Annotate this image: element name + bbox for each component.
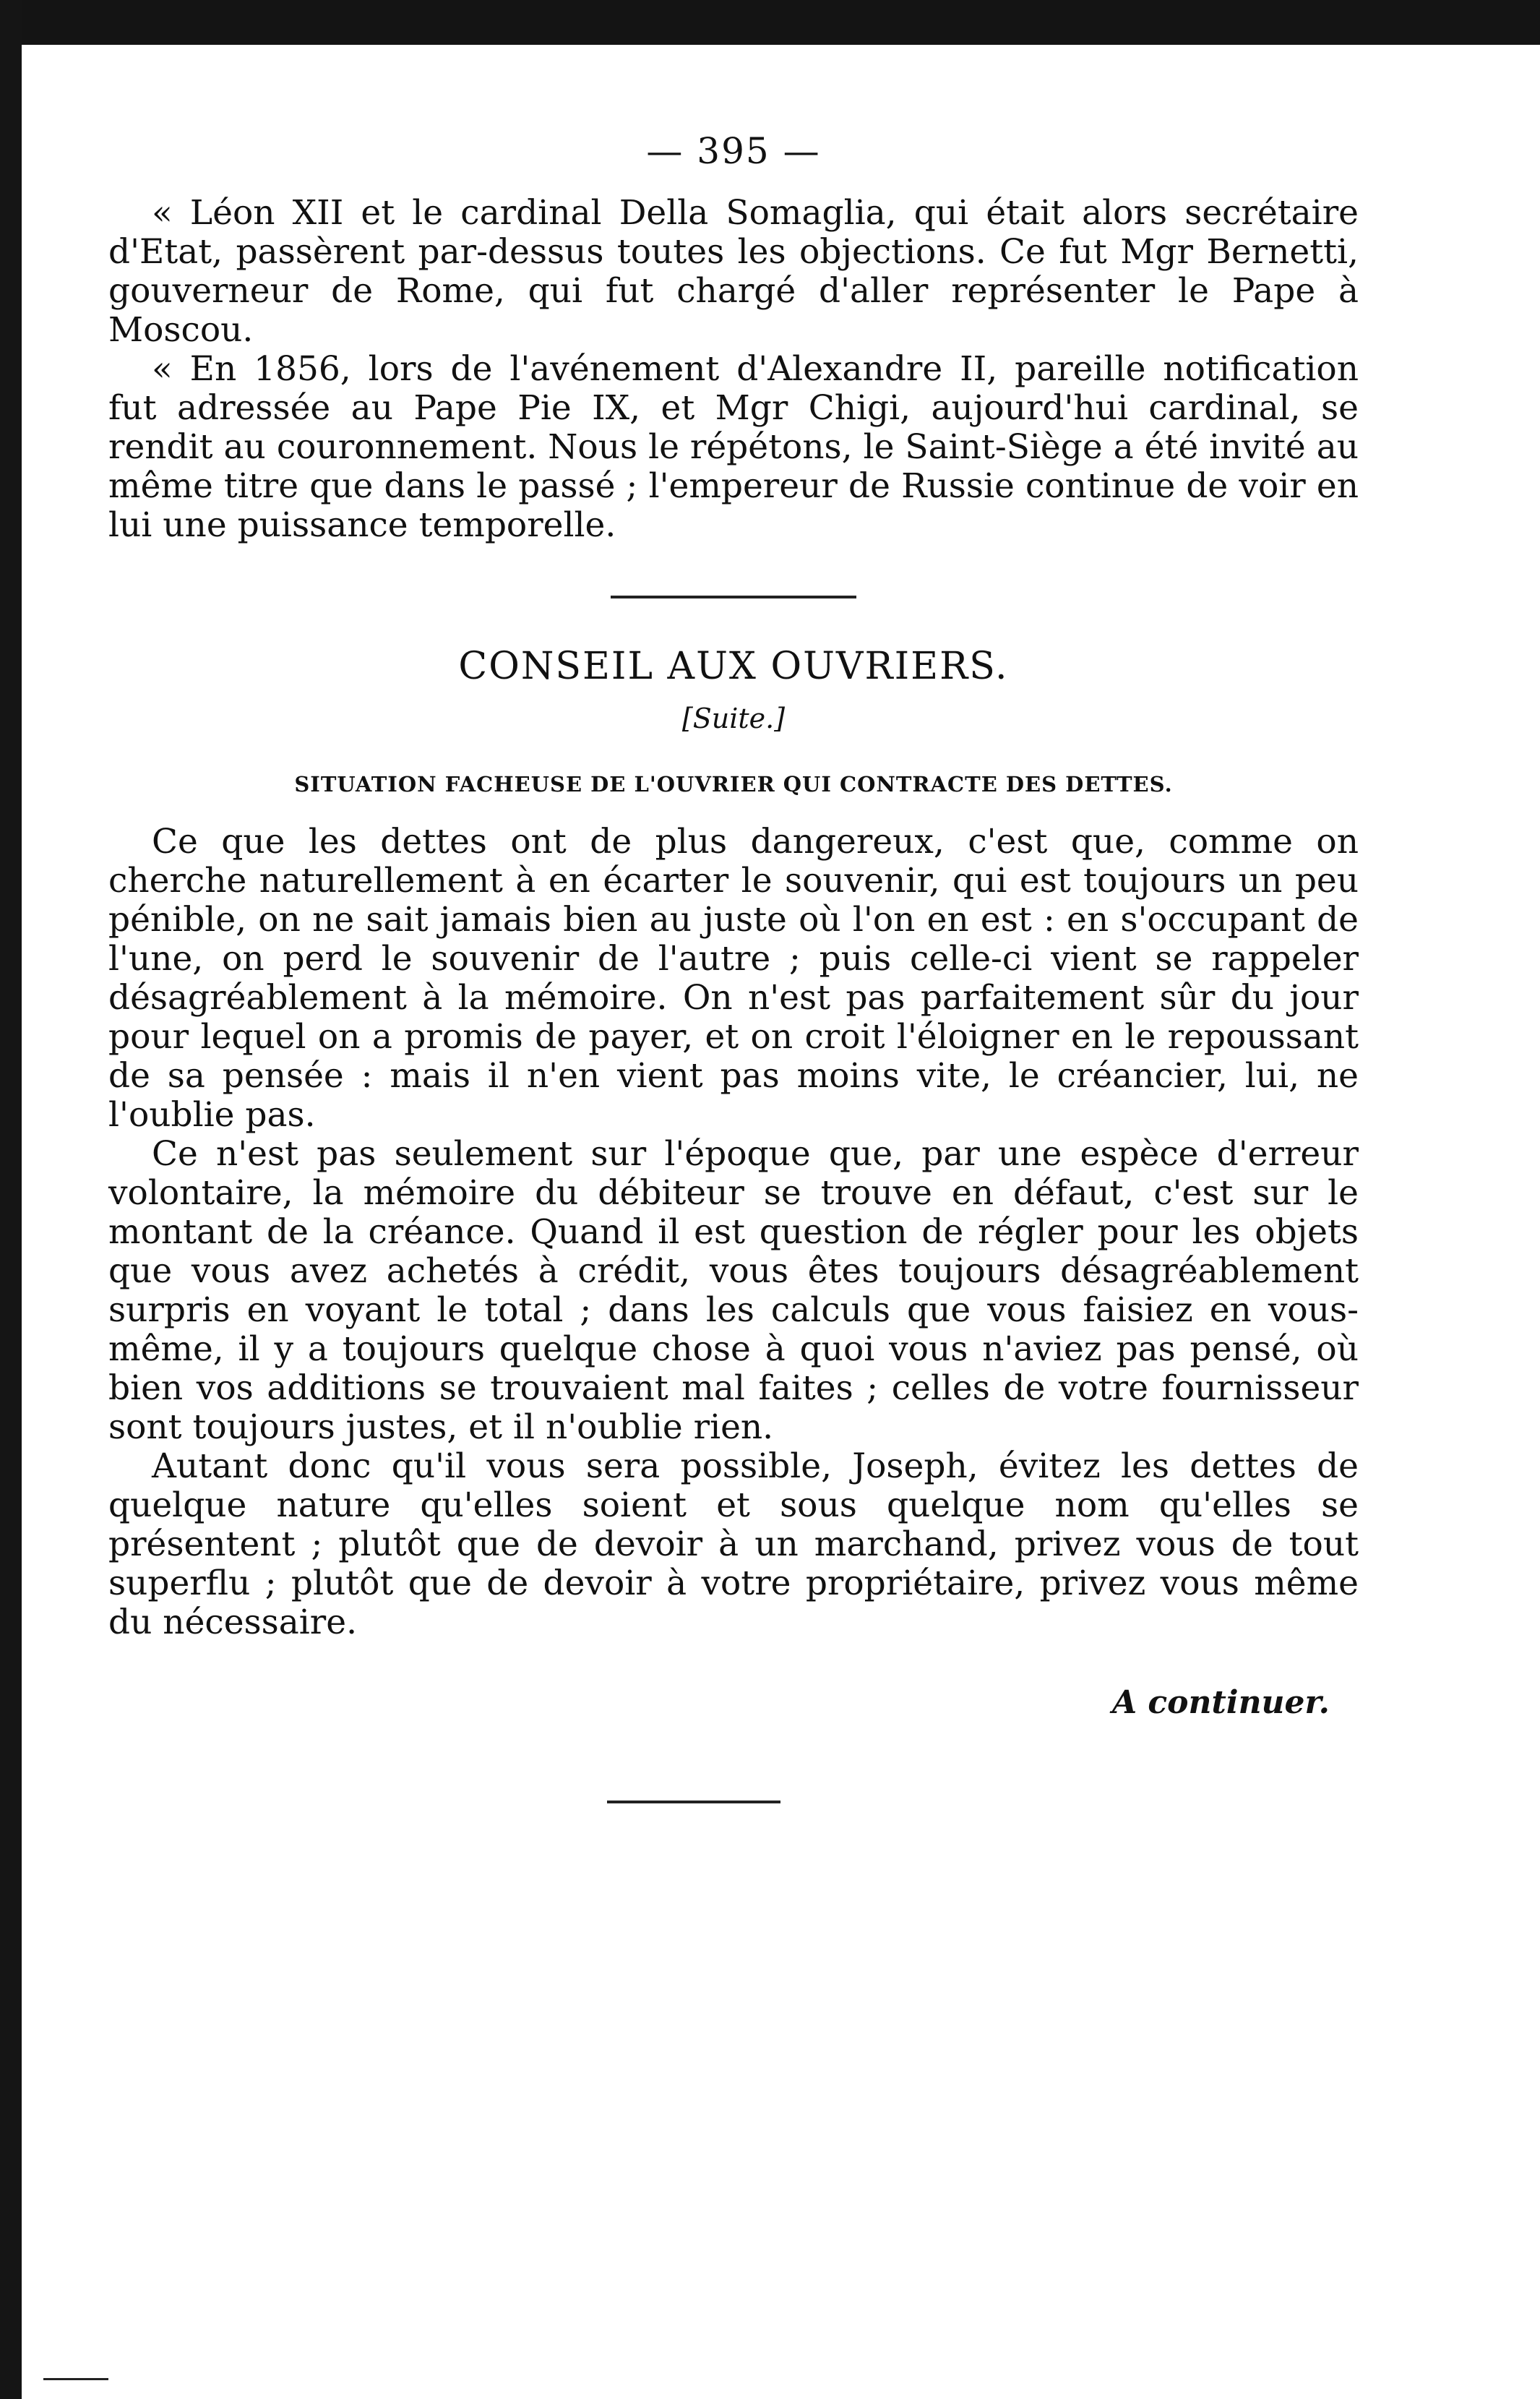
- section-subheading: SITUATION FACHEUSE DE L'OUVRIER QUI CONTRACTE DES DETTES.: [294, 772, 1173, 797]
- section-divider: [611, 596, 856, 598]
- paragraph-leon-xii: « Léon XII et le cardinal Della Somaglia, qui était alors secrétaire d'Etat, passèrent par-dessus toutes les objections. Ce fut Mgr Bernetti, gouverneur de Rome, qui fut chargé d'aller représenter le Pape à Moscou.: [108, 193, 1359, 350]
- signoff-a-continuer: A continuer.: [1111, 1684, 1330, 1721]
- end-divider: [607, 1801, 780, 1803]
- paragraph-1856: « En 1856, lors de l'avénement d'Alexandre II, pareille notification fut adressée au Pape Pie IX, et Mgr Chigi, aujourd'hui cardinal, se rendit au couronnement. Nous le répétons, le Saint-Siège a été invité au même titre que dans le passé ; l'empereur de Russie continue de voir en lui une puissance temporelle.: [108, 349, 1359, 545]
- paragraph-dettes-1: Ce que les dettes ont de plus dangereux, c'est que, comme on cherche naturellement à en écarter le souvenir, qui est toujours un peu pénible, on ne sait jamais bien au juste où l'on en est : en s'occupant de l'une, on perd le souvenir de l'autre ; puis celle-ci vient se rappeler désagréablement à la mémoire. On n'est pas parfaitement sûr du jour pour lequel on a promis de payer, et on croit l'éloigner en le repoussant de sa pensée : mais il n'en vient pas moins vite, le créancier, lui, ne l'oublie pas.: [108, 822, 1359, 1135]
- section-suite: [Suite.]: [681, 703, 786, 734]
- corner-mark: [43, 2378, 108, 2380]
- page-number: — 395 —: [646, 130, 821, 172]
- scan-top-border: [0, 0, 1540, 45]
- section-title: CONSEIL AUX OUVRIERS.: [458, 645, 1009, 688]
- scan-left-border: [0, 0, 22, 2399]
- paragraph-dettes-2: Ce n'est pas seulement sur l'époque que, par une espèce d'erreur volontaire, la mémoire du débiteur se trouve en défaut, c'est sur le montant de la créance. Quand il est question de régler pour les objets que vous avez achetés à crédit, vous êtes toujours désagréablement surpris en voyant le total ; dans les calculs que vous faisiez en vous-même, il y a toujours quelque chose à quoi vous n'aviez pas pensé, où bien vos additions se trouvaient mal faites ; celles de votre fournisseur sont toujours justes, et il n'oublie rien.: [108, 1134, 1359, 1447]
- document-page: [108, 130, 1359, 1803]
- paragraph-dettes-3: Autant donc qu'il vous sera possible, Joseph, évitez les dettes de quelque nature qu'elles soient et sous quelque nom qu'elles se présentent ; plutôt que de devoir à un marchand, privez vous de tout superflu ; plutôt que de devoir à votre propriétaire, privez vous même du nécessaire.: [108, 1446, 1359, 1642]
